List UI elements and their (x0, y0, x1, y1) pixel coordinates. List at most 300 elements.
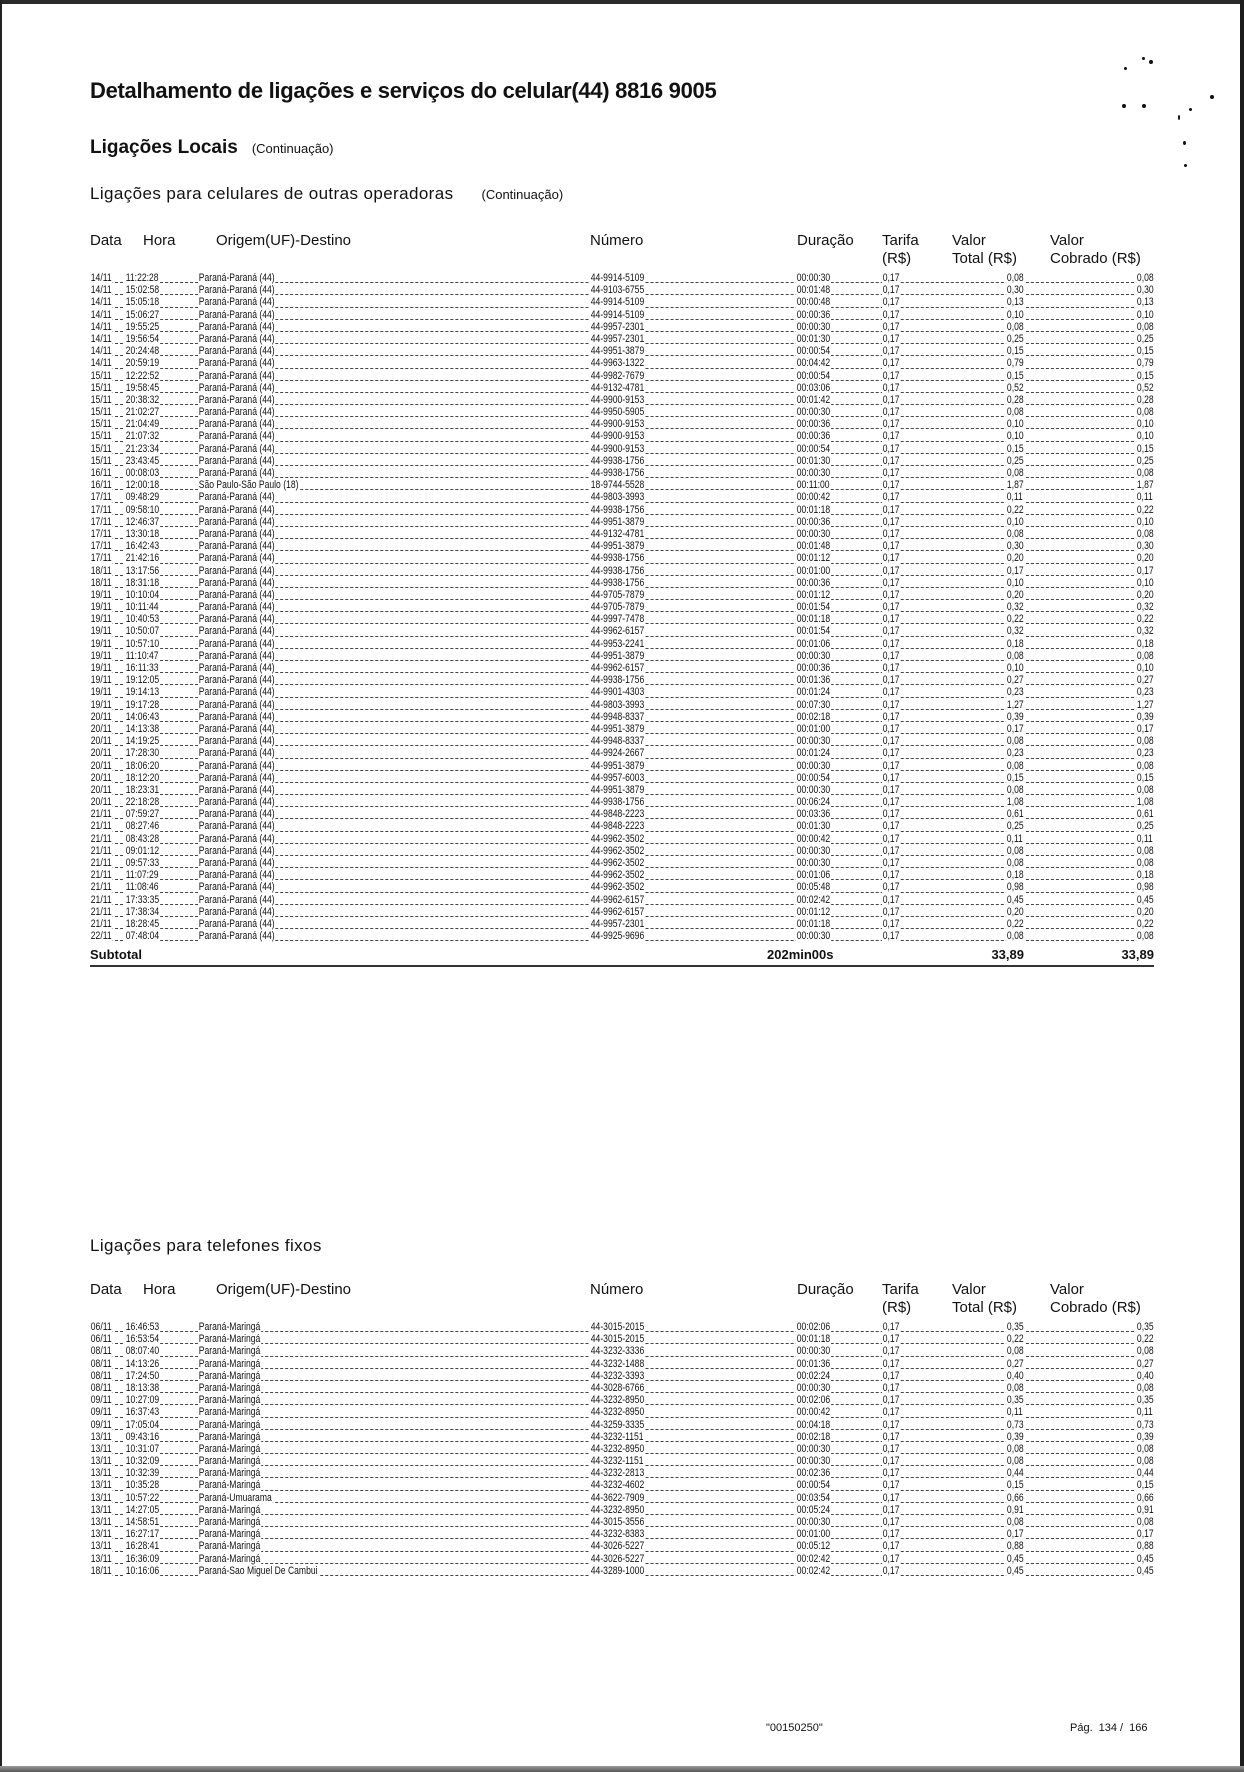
cell-numero: 44-9951-3879 (590, 540, 645, 553)
cell-data: 20/11 (90, 759, 112, 772)
cell-valor-total: 0,08 (1006, 844, 1024, 857)
cell-tarifa: 0,17 (882, 1467, 900, 1480)
page-title: Detalhamento de ligações e serviços do celular(44) 8816 9005 (90, 78, 717, 103)
cell-duracao: 00:00:30 (796, 759, 831, 772)
cell-valor-cobrado: 0,08 (1136, 930, 1154, 943)
cell-numero: 44-9997-7478 (590, 613, 645, 626)
cell-origem: Paraná-Paraná (44) (198, 771, 275, 784)
cell-data: 19/11 (90, 637, 112, 650)
cell-hora: 10:40:53 (125, 613, 160, 626)
cell-origem: Paraná-Paraná (44) (198, 491, 275, 504)
table-row (90, 699, 1154, 711)
cell-hora: 20:38:32 (125, 393, 160, 406)
cell-data: 09/11 (90, 1394, 112, 1407)
cell-hora: 22:18:28 (125, 796, 160, 809)
cell-hora: 12:22:52 (125, 369, 160, 382)
cell-origem: Paraná-Paraná (44) (198, 844, 275, 857)
col-tarifa: Tarifa (882, 1281, 919, 1298)
cell-data: 08/11 (90, 1357, 112, 1370)
cell-duracao: 00:00:36 (796, 515, 831, 528)
cell-numero: 44-9962-6157 (590, 893, 645, 906)
table-row (90, 516, 1154, 528)
cell-numero: 44-9900-9153 (590, 393, 645, 406)
table-row (90, 357, 1154, 369)
cell-tarifa: 0,17 (882, 1516, 900, 1528)
cell-valor-cobrado: 1,08 (1136, 796, 1154, 809)
cell-data: 14/11 (90, 332, 112, 345)
cell-origem: Paraná-Paraná (44) (198, 320, 275, 333)
cell-hora: 18:28:45 (125, 917, 160, 930)
cell-data: 13/11 (90, 1467, 112, 1480)
page-total: 166 (1129, 1722, 1148, 1734)
col-valor-total: Valor (952, 232, 986, 249)
cell-valor-total: 0,11 (1007, 1406, 1024, 1419)
cell-valor-cobrado: 0,11 (1137, 832, 1154, 845)
cell-origem: Paraná-Paraná (44) (198, 418, 275, 431)
cell-valor-total: 0,10 (1006, 662, 1024, 674)
table-row (90, 1565, 1154, 1577)
cell-valor-cobrado: 0,10 (1136, 418, 1154, 431)
cell-data: 14/11 (90, 272, 112, 284)
subsection-title: Ligações para telefones fixos (90, 1236, 322, 1255)
cell-tarifa: 0,17 (882, 552, 900, 565)
cell-hora: 10:16:06 (125, 1564, 160, 1577)
cell-origem: Paraná-Paraná (44) (198, 698, 275, 711)
table-row (90, 1370, 1154, 1382)
cell-valor-total: 0,61 (1006, 808, 1024, 821)
table-row (90, 418, 1154, 430)
cell-hora: 09:48:29 (125, 491, 160, 504)
cell-numero: 44-3622-7909 (590, 1491, 645, 1504)
cell-valor-total: 0,08 (1006, 1455, 1024, 1468)
cell-valor-total: 0,20 (1006, 552, 1024, 565)
cell-valor-total: 0,45 (1006, 1552, 1024, 1565)
cell-tarifa: 0,17 (882, 1394, 900, 1407)
col-hora: Hora (143, 1281, 176, 1298)
cell-data: 13/11 (90, 1516, 112, 1528)
cell-hora: 09:43:16 (125, 1430, 160, 1443)
cell-origem: Paraná-Paraná (44) (198, 637, 275, 650)
table-row (90, 845, 1154, 857)
cell-tarifa: 0,17 (882, 284, 900, 297)
cell-valor-total: 0,23 (1006, 686, 1024, 699)
cell-data: 21/11 (90, 857, 112, 869)
cell-data: 21/11 (90, 808, 112, 821)
cell-data: 15/11 (90, 393, 112, 406)
table-row (90, 833, 1154, 845)
cell-tarifa: 0,17 (882, 1455, 900, 1468)
cell-numero: 44-9962-6157 (590, 905, 645, 918)
cell-valor-total: 0,25 (1006, 820, 1024, 833)
cell-valor-total: 0,32 (1006, 625, 1024, 638)
col-valor-total-unit: Total (R$) (952, 250, 1018, 267)
cell-data: 13/11 (90, 1479, 112, 1492)
cell-valor-total: 0,11 (1007, 832, 1024, 845)
table-row (90, 565, 1154, 577)
col-origem: Origem(UF)-Destino (216, 232, 352, 249)
cell-data: 09/11 (90, 1418, 112, 1431)
cell-duracao: 00:00:36 (796, 662, 831, 674)
cell-duracao: 00:00:30 (796, 527, 831, 540)
cell-hora: 19:17:28 (125, 698, 160, 711)
cell-valor-total: 0,08 (1006, 649, 1024, 662)
cell-valor-cobrado: 0,08 (1136, 1442, 1154, 1455)
cell-numero: 44-9938-1756 (590, 552, 645, 565)
table-row (90, 674, 1154, 686)
cell-numero: 44-3015-2015 (590, 1321, 645, 1333)
col-data: Data (90, 1281, 122, 1298)
cell-data: 19/11 (90, 698, 112, 711)
cell-valor-total: 0,28 (1006, 393, 1024, 406)
table-row (90, 650, 1154, 662)
cell-origem: Paraná-Paraná (44) (198, 369, 275, 382)
cell-valor-cobrado: 0,17 (1136, 564, 1154, 577)
table-row (90, 784, 1154, 796)
cell-data: 15/11 (90, 454, 112, 467)
cell-valor-cobrado: 0,10 (1136, 515, 1154, 528)
table-row (90, 686, 1154, 698)
cell-data: 08/11 (90, 1369, 112, 1382)
subtotal-valor-total: 33,89 (991, 947, 1024, 963)
col-origem: Origem(UF)-Destino (216, 1281, 352, 1298)
cell-tarifa: 0,17 (882, 905, 900, 918)
cell-numero: 44-9132-4781 (590, 527, 645, 540)
cell-hora: 16:37:43 (125, 1406, 160, 1419)
section-heading (90, 137, 334, 159)
cell-valor-cobrado: 0,08 (1136, 1455, 1154, 1468)
cell-valor-total: 0,08 (1006, 1345, 1024, 1358)
cell-numero: 44-3259-3335 (590, 1418, 645, 1431)
cell-hora: 10:50:07 (125, 625, 160, 638)
cell-tarifa: 0,17 (882, 588, 900, 601)
cell-valor-cobrado: 0,25 (1136, 332, 1154, 345)
cell-duracao: 00:00:36 (796, 308, 831, 321)
cell-origem: Paraná-Paraná (44) (198, 808, 275, 821)
cell-numero: 44-3026-5227 (590, 1540, 645, 1553)
table-row (90, 321, 1154, 333)
cell-duracao: 00:01:42 (796, 393, 831, 406)
cell-valor-total: 0,25 (1006, 454, 1024, 467)
cell-valor-total: 0,15 (1006, 1479, 1024, 1492)
cell-valor-cobrado: 0,08 (1136, 735, 1154, 748)
table-row (90, 589, 1154, 601)
cell-origem: Paraná-Paraná (44) (198, 893, 275, 906)
cell-data: 14/11 (90, 308, 112, 321)
table-row (90, 284, 1154, 296)
cell-numero: 44-3028-6766 (590, 1381, 645, 1394)
cell-tarifa: 0,17 (882, 345, 900, 358)
cell-valor-total: 0,10 (1006, 430, 1024, 443)
cell-duracao: 00:01:06 (796, 869, 831, 882)
cell-tarifa: 0,17 (882, 930, 900, 943)
document-code: "00150250" (766, 1722, 823, 1734)
cell-data: 21/11 (90, 917, 112, 930)
section-continuation: (Continuação) (251, 141, 334, 156)
cell-valor-cobrado: 0,15 (1136, 442, 1154, 455)
cell-origem: Paraná-Umuarama (198, 1491, 272, 1504)
cell-data: 15/11 (90, 418, 112, 431)
cell-origem: Paraná-Paraná (44) (198, 515, 275, 528)
cell-tarifa: 0,17 (882, 1479, 900, 1492)
cell-duracao: 00:07:30 (796, 698, 831, 711)
cell-hora: 16:27:17 (125, 1528, 160, 1541)
cell-numero: 44-9938-1756 (590, 454, 645, 467)
cell-hora: 19:12:05 (125, 674, 160, 687)
cell-origem: Paraná-Paraná (44) (198, 564, 275, 577)
cell-duracao: 00:00:36 (796, 430, 831, 443)
subtotal-duration: 202min00s (767, 947, 834, 963)
cell-duracao: 00:02:42 (796, 893, 831, 906)
cell-tarifa: 0,17 (882, 735, 900, 748)
cell-valor-cobrado: 0,28 (1136, 393, 1154, 406)
cell-hora: 21:42:16 (125, 552, 160, 565)
scan-border-right (1240, 0, 1244, 1772)
cell-tarifa: 0,17 (882, 662, 900, 674)
cell-hora: 16:28:41 (125, 1540, 160, 1553)
cell-tarifa: 0,17 (882, 820, 900, 833)
cell-tarifa: 0,17 (882, 357, 900, 370)
cell-hora: 20:24:48 (125, 345, 160, 358)
cell-numero: 44-9962-3502 (590, 844, 645, 857)
cell-origem: Paraná-Maringá (198, 1467, 261, 1480)
cell-origem: Paraná-Paraná (44) (198, 674, 275, 687)
cell-numero: 44-9938-1756 (590, 564, 645, 577)
cell-tarifa: 0,17 (882, 1406, 900, 1419)
table-row (90, 1504, 1154, 1516)
cell-tarifa: 0,17 (882, 308, 900, 321)
cell-origem: Paraná-Paraná (44) (198, 406, 275, 419)
col-tarifa-unit: (R$) (882, 1299, 912, 1316)
cell-origem: Paraná-Paraná (44) (198, 284, 275, 297)
cell-numero: 44-3232-1488 (590, 1357, 645, 1370)
cell-tarifa: 0,17 (882, 1381, 900, 1394)
cell-valor-cobrado: 0,08 (1136, 783, 1154, 796)
cell-valor-total: 0,30 (1006, 284, 1024, 297)
subtotal-label: Subtotal (90, 947, 142, 963)
cell-tarifa: 0,17 (882, 844, 900, 857)
cell-valor-cobrado: 0,08 (1136, 1381, 1154, 1394)
cell-valor-cobrado: 0,39 (1136, 1430, 1154, 1443)
cell-valor-cobrado: 0,32 (1136, 601, 1154, 614)
table-row (90, 467, 1154, 479)
cell-data: 18/11 (90, 564, 112, 577)
cell-duracao: 00:00:30 (796, 1516, 831, 1528)
cell-duracao: 00:01:06 (796, 637, 831, 650)
cell-origem: Paraná-Paraná (44) (198, 552, 275, 565)
cell-tarifa: 0,17 (882, 759, 900, 772)
cell-valor-cobrado: 0,44 (1136, 1467, 1154, 1480)
cell-data: 14/11 (90, 345, 112, 358)
cell-numero: 44-3015-2015 (590, 1333, 645, 1346)
cell-hora: 08:27:46 (125, 820, 160, 833)
cell-numero: 44-9950-5905 (590, 406, 645, 419)
table-row (90, 491, 1154, 503)
cell-valor-total: 0,17 (1006, 1528, 1024, 1541)
cell-hora: 09:58:10 (125, 503, 160, 516)
cell-valor-total: 0,08 (1006, 930, 1024, 943)
cell-numero: 44-9901-4303 (590, 686, 645, 699)
calls-table-mobile (90, 232, 1154, 967)
cell-origem: Paraná-Paraná (44) (198, 857, 275, 869)
cell-data: 17/11 (90, 552, 112, 565)
cell-hora: 11:10:47 (125, 649, 159, 662)
cell-hora: 10:57:22 (125, 1491, 160, 1504)
table-row (90, 894, 1154, 906)
cell-origem: Paraná-Paraná (44) (198, 722, 275, 735)
cell-tarifa: 0,17 (882, 527, 900, 540)
cell-data: 15/11 (90, 369, 112, 382)
cell-hora: 07:59:27 (125, 808, 160, 821)
cell-hora: 18:12:20 (125, 771, 160, 784)
cell-origem: Paraná-Paraná (44) (198, 710, 275, 723)
cell-duracao: 00:00:30 (796, 930, 831, 943)
cell-data: 08/11 (90, 1381, 112, 1394)
cell-data: 17/11 (90, 503, 112, 516)
cell-numero: 44-3232-3336 (590, 1345, 645, 1358)
cell-data: 06/11 (90, 1333, 112, 1346)
table-row (90, 820, 1154, 832)
cell-tarifa: 0,17 (882, 272, 900, 284)
table-row (90, 1479, 1154, 1491)
cell-hora: 19:14:13 (125, 686, 160, 699)
cell-valor-total: 0,30 (1006, 540, 1024, 553)
table-row (90, 881, 1154, 893)
cell-numero: 44-3232-8950 (590, 1442, 645, 1455)
table-row (90, 345, 1154, 357)
col-numero: Número (590, 232, 644, 249)
cell-origem: Paraná-Maringá (198, 1345, 261, 1358)
cell-origem: Paraná-Paraná (44) (198, 832, 275, 845)
cell-data: 19/11 (90, 601, 112, 614)
cell-numero: 44-9962-3502 (590, 832, 645, 845)
cell-numero: 44-9132-4781 (590, 381, 645, 394)
col-tarifa-unit: (R$) (882, 250, 912, 267)
cell-data: 17/11 (90, 515, 112, 528)
cell-data: 09/11 (90, 1406, 112, 1419)
cell-valor-cobrado: 0,11 (1137, 1406, 1154, 1419)
cell-valor-total: 0,22 (1006, 917, 1024, 930)
cell-valor-total: 0,25 (1006, 332, 1024, 345)
cell-tarifa: 0,17 (882, 881, 900, 894)
cell-hora: 12:46:37 (125, 515, 160, 528)
cell-valor-total: 0,18 (1006, 637, 1024, 650)
cell-origem: Paraná-Maringá (198, 1552, 261, 1565)
cell-numero: 44-9938-1756 (590, 674, 645, 687)
cell-valor-total: 0,40 (1006, 1369, 1024, 1382)
cell-valor-total: 0,08 (1006, 272, 1024, 284)
cell-numero: 44-9951-3879 (590, 722, 645, 735)
col-valor-cobrado-unit: Cobrado (R$) (1050, 1299, 1141, 1316)
cell-valor-total: 0,10 (1006, 308, 1024, 321)
cell-duracao: 00:02:06 (796, 1321, 831, 1333)
cell-data: 20/11 (90, 747, 112, 760)
cell-valor-total: 0,88 (1006, 1540, 1024, 1553)
cell-duracao: 00:00:36 (796, 418, 831, 431)
cell-duracao: 00:00:30 (796, 857, 831, 869)
cell-origem: Paraná-Paraná (44) (198, 905, 275, 918)
cell-valor-total: 0,22 (1006, 503, 1024, 516)
cell-data: 14/11 (90, 296, 112, 309)
table-row (90, 625, 1154, 637)
cell-valor-cobrado: 1,27 (1136, 698, 1154, 711)
cell-valor-total: 0,44 (1006, 1467, 1024, 1480)
cell-valor-total: 0,32 (1006, 601, 1024, 614)
cell-hora: 15:02:58 (125, 284, 160, 297)
cell-valor-cobrado: 0,23 (1136, 747, 1154, 760)
cell-duracao: 00:03:06 (796, 381, 831, 394)
cell-origem: Paraná-Paraná (44) (198, 783, 275, 796)
cell-data: 18/11 (90, 1564, 112, 1577)
cell-numero: 44-9914-5109 (590, 296, 645, 309)
table-row (90, 370, 1154, 382)
col-data: Data (90, 232, 122, 249)
cell-numero: 44-9962-6157 (590, 662, 645, 674)
cell-valor-cobrado: 0,22 (1136, 503, 1154, 516)
cell-origem: São Paulo-São Paulo (18) (198, 479, 299, 492)
cell-data: 19/11 (90, 662, 112, 674)
cell-duracao: 00:00:30 (796, 320, 831, 333)
cell-numero: 44-9914-5109 (590, 308, 645, 321)
cell-data: 13/11 (90, 1503, 112, 1516)
cell-origem: Paraná-Paraná (44) (198, 735, 275, 748)
cell-tarifa: 0,17 (882, 698, 900, 711)
cell-tarifa: 0,17 (882, 320, 900, 333)
cell-tarifa: 0,17 (882, 1552, 900, 1565)
cell-valor-cobrado: 0,35 (1136, 1394, 1154, 1407)
cell-hora: 18:13:38 (125, 1381, 160, 1394)
cell-tarifa: 0,17 (882, 1321, 900, 1333)
cell-hora: 21:04:49 (125, 418, 160, 431)
cell-origem: Paraná-Paraná (44) (198, 601, 275, 614)
cell-valor-cobrado: 0,18 (1136, 869, 1154, 882)
cell-duracao: 00:00:30 (796, 783, 831, 796)
cell-valor-cobrado: 0,91 (1136, 1503, 1154, 1516)
cell-numero: 44-3289-1000 (590, 1564, 645, 1577)
cell-duracao: 00:00:30 (796, 1381, 831, 1394)
cell-valor-total: 0,08 (1006, 735, 1024, 748)
cell-hora: 21:07:32 (125, 430, 160, 443)
cell-duracao: 00:00:30 (796, 1455, 831, 1468)
cell-hora: 12:00:18 (125, 479, 160, 492)
cell-data: 20/11 (90, 783, 112, 796)
table-row (90, 455, 1154, 467)
col-valor-cobrado-unit: Cobrado (R$) (1050, 250, 1141, 267)
cell-hora: 11:08:46 (125, 881, 159, 894)
cell-tarifa: 0,17 (882, 722, 900, 735)
cell-hora: 17:24:50 (125, 1369, 160, 1382)
cell-origem: Paraná-Maringá (198, 1540, 261, 1553)
cell-data: 20/11 (90, 735, 112, 748)
cell-origem: Paraná-Paraná (44) (198, 649, 275, 662)
cell-valor-cobrado: 0,61 (1136, 808, 1154, 821)
table-row (90, 711, 1154, 723)
cell-duracao: 00:01:48 (796, 284, 831, 297)
cell-hora: 15:05:18 (125, 296, 160, 309)
cell-data: 17/11 (90, 491, 112, 504)
cell-tarifa: 0,17 (882, 674, 900, 687)
col-valor-cobrado: Valor (1050, 1281, 1084, 1298)
table-row (90, 430, 1154, 442)
cell-origem: Paraná-Paraná (44) (198, 540, 275, 553)
cell-hora: 16:11:33 (125, 662, 159, 674)
cell-valor-total: 0,45 (1006, 1564, 1024, 1577)
table-row (90, 1406, 1154, 1418)
cell-origem: Paraná-Paraná (44) (198, 296, 275, 309)
cell-origem: Paraná-Maringá (198, 1442, 261, 1455)
cell-tarifa: 0,17 (882, 442, 900, 455)
cell-duracao: 00:01:00 (796, 564, 831, 577)
cell-valor-cobrado: 0,98 (1136, 881, 1154, 894)
